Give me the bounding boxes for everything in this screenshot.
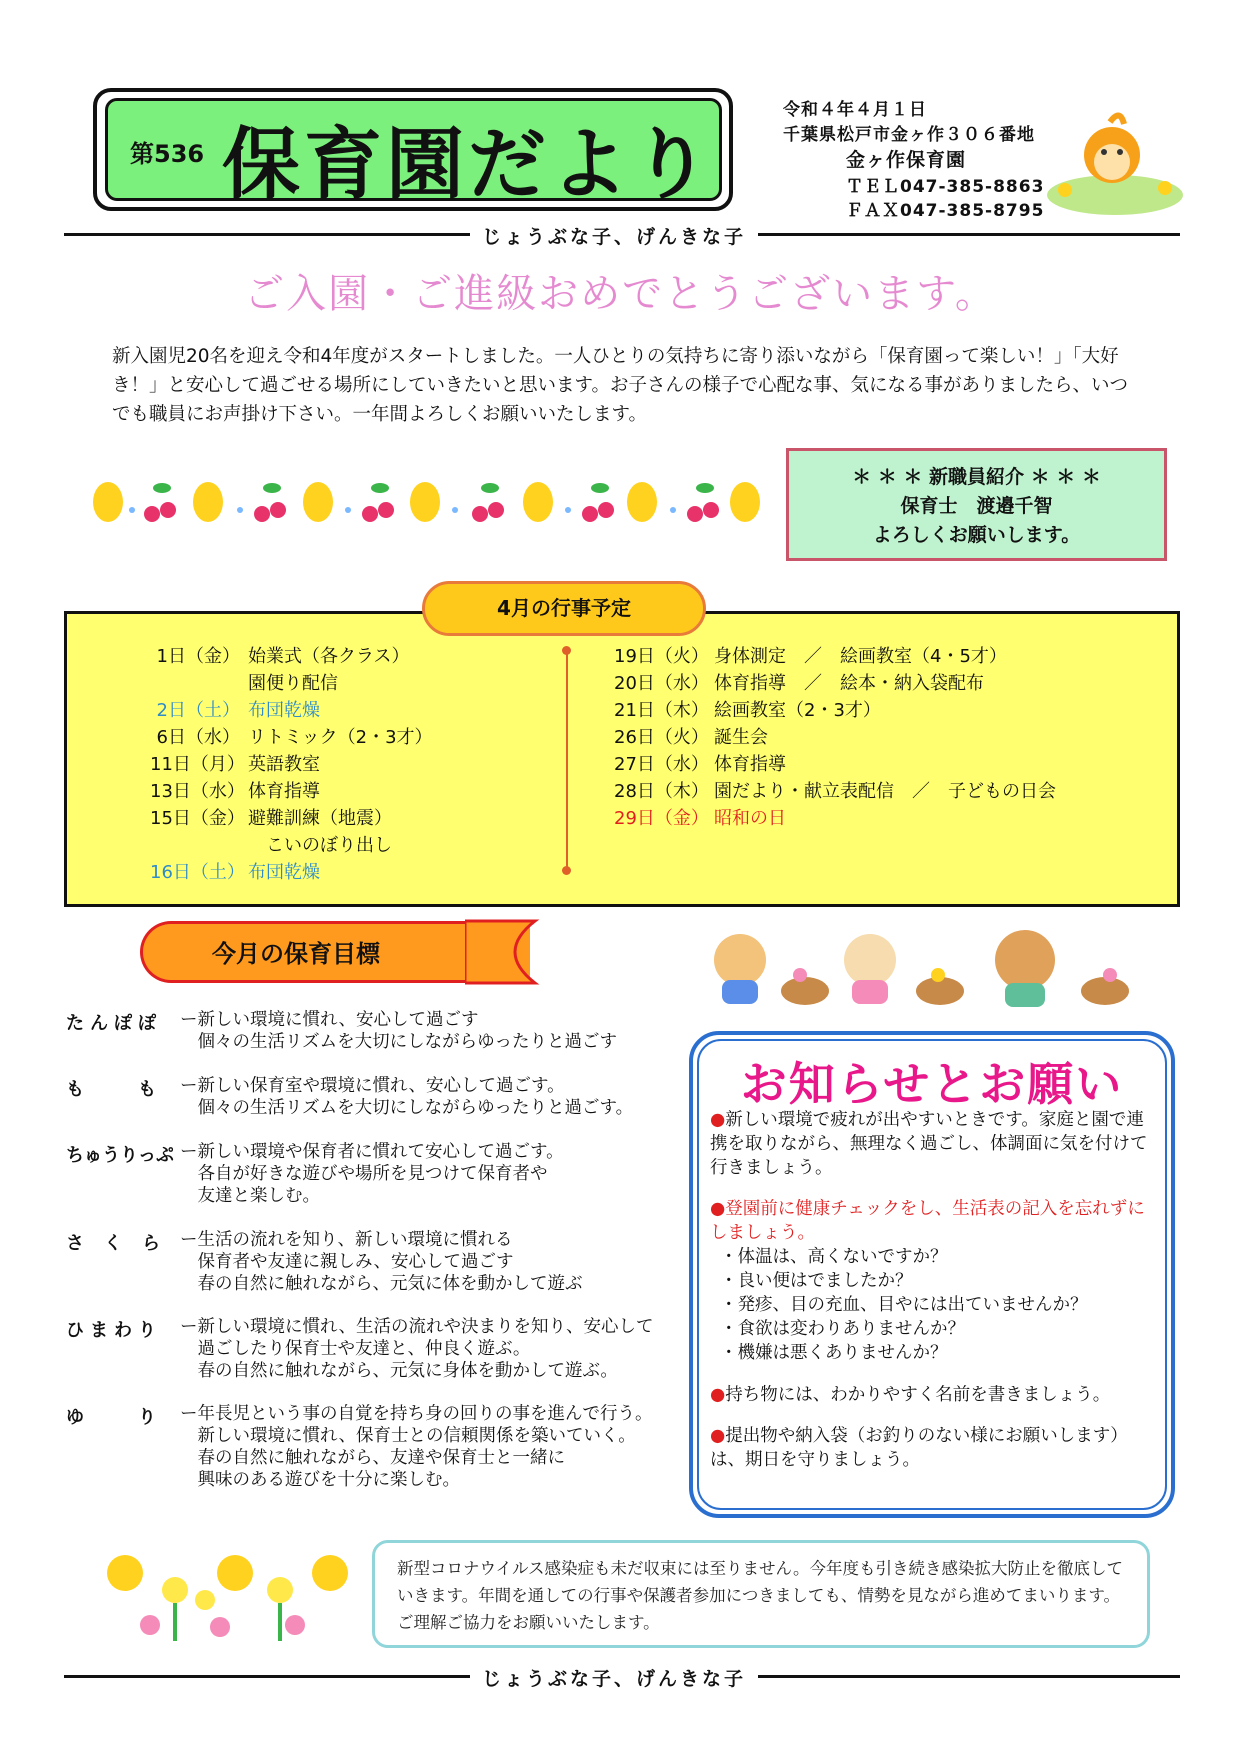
event-date: 6日（水） [156,727,240,748]
event-text: リトミック（2・3才） [248,727,433,748]
goals-title: 今月の保育目標 [212,940,380,968]
event-row [614,751,1174,778]
event-date: 20日（水） [614,673,709,694]
events-right-column [614,643,1174,832]
new-staff-box [786,448,1167,561]
covid-notice: 新型コロナウイルス感染症も未だ収束には至りません。今年度も引き続き感染拡大防止を徹底していきます。年間を通しての行事や保護者参加につきましても、情勢を見ながら進めてまいります。ご理解ご協力をお願いいたします。 [372,1540,1150,1648]
event-date: 2日（土） [156,700,240,721]
event-row [150,832,550,859]
goal-text: ー新しい環境に慣れ、安心して過ごす 個々の生活リズムを大切にしながらゆったりと過ごす [180,1010,617,1052]
check-item: ・良い便はでましたか？ [720,1271,913,1291]
goal-text: ー新しい環境に慣れ、生活の流れや決まりを知り、安心して 過ごしたり保育士や友達と、仲良く遊ぶ。 春の自然に触れながら、元気に身体を動かして遊ぶ。 [180,1317,654,1381]
events-divider [566,650,568,870]
events-left-column [150,643,550,886]
goal-class-name: ひまわり [66,1320,162,1341]
event-date: 21日（木） [614,700,709,721]
event-row [150,643,550,670]
goal-text: ー生活の流れを知り、新しい環境に慣れる 保育者や友達に親しみ、安心して過ごす 春の自然に触れながら、元気に体を動かして遊ぶ [180,1230,583,1294]
event-row [614,724,1174,751]
address: 千葉県松戸市金ヶ作３０６番地 [783,125,1035,145]
events-title: 4月の行事予定 [422,581,706,636]
event-date: 15日（金） [150,808,245,829]
event-date: 11日（月） [150,754,245,775]
event-text: 体育指導 ／ 絵本・納入袋配布 [714,673,984,694]
event-date: 29日（金） [614,808,709,829]
event-row [614,778,1174,805]
event-text: 身体測定 ／ 絵画教室（4・5才） [714,646,1007,667]
intro-paragraph: 新入園児20名を迎え令和4年度がスタートしました。一人ひとりの気持ちに寄り添いながら「保育園って楽しい！」「大好き！」と安心して過ごせる場所にしていきたいと思います。お子さんの様子で心配な事、気になる事がありましたら、いつでも職員にお声掛け下さい。一年間よろしくお願いいたします。 [112,346,1129,425]
health-check-list [710,1245,1160,1365]
bees-flowers-illustration [95,1545,355,1645]
notice-item: ●持ち物には、わかりやすく名前を書きましょう。 [710,1385,1111,1405]
event-text: 布団乾燥 [248,700,320,721]
notice-title: お知らせとお願い [740,1057,1124,1111]
event-date: 16日（土） [150,862,245,883]
mascot-illustration [1040,100,1190,220]
check-item: ・機嫌は悪くありませんか？ [720,1343,948,1363]
goal-class-name: たんぽぽ [66,1013,162,1034]
motto-top: じょうぶな子、げんきな子 [470,222,758,249]
notice-item: ●登園前に健康チェックをし、生活表の記入を忘れずにしましょう。 [710,1199,1145,1243]
chick-cherry-border [90,470,780,540]
check-item: ・食欲は変わりありませんか？ [720,1319,965,1339]
event-date: 19日（火） [614,646,709,667]
divider-dot [562,866,571,875]
event-row [150,778,550,805]
goal-class-name: さくら [66,1233,180,1254]
goal-text: ー年長児という事の自覚を持ち身の回りの事を進んで行う。 新しい環境に慣れ、保育士との信頼関係を築いていく。 春の自然に触れながら、友達や保育士と一緒に 興味のある遊びを十分に楽しむ。 [180,1404,653,1490]
event-row [150,805,550,832]
animals-illustration [700,925,1150,1015]
tel: ＴＥＬ047-385-8863 [846,177,1045,197]
event-text: 体育指導 [248,781,320,802]
check-item: ・発疹、目の充血、目やには出ていませんか？ [720,1295,1088,1315]
goal-class-name: ちゅうりっぷ [66,1145,174,1166]
event-row [614,805,1174,832]
event-row [150,859,550,886]
event-text: 昭和の日 [714,808,786,829]
event-text: 英語教室 [248,754,320,775]
notice-item: ●提出物や納入袋（お釣りのない様にお願いします）は、期日を守りましょう。 [710,1426,1128,1470]
event-row [614,643,1174,670]
notice-body [710,1108,1160,1489]
event-text: 避難訓練（地震） [248,808,392,829]
event-text: こいのぼり出し [248,835,392,856]
event-date: 27日（水） [614,754,709,775]
issue-date: 令和４年４月１日 [783,100,927,120]
divider-dot [562,646,571,655]
goals-badge-tail [465,918,545,986]
event-row [150,670,550,697]
event-text: 園便り配信 [248,673,338,694]
event-text: 誕生会 [714,727,768,748]
goal-class-name: も も [66,1079,162,1100]
staff-heading: ＊ ＊ ＊ 新職員紹介 ＊ ＊ ＊ [852,466,1101,488]
event-date: 26日（火） [614,727,709,748]
staff-greeting: よろしくお願いします。 [872,524,1081,546]
event-row [150,724,550,751]
event-row [150,697,550,724]
event-text: 体育指導 [714,754,786,775]
notice-item: ●新しい環境で疲れが出やすいときです。家庭と園で連携を取りながら、無理なく過ごし、体調面に気を付けて行きましょう。 [710,1110,1148,1178]
event-text: 始業式（各クラス） [248,646,410,667]
staff-name: 保育士 渡邉千智 [900,495,1053,517]
event-text: 布団乾燥 [248,862,320,883]
goal-class-name: ゆ り [66,1407,162,1428]
fax: ＦＡＸ047-385-8795 [846,201,1045,221]
event-row [614,697,1174,724]
event-text: 絵画教室（2・3才） [714,700,881,721]
event-row [614,670,1174,697]
org-name: 金ヶ作保育園 [846,149,967,171]
event-row [150,751,550,778]
event-date: 1日（金） [156,646,240,667]
motto-bottom: じょうぶな子、げんきな子 [470,1664,758,1691]
goal-text: ー新しい保育室や環境に慣れ、安心して過ごす。 個々の生活リズムを大切にしながらゆったりと過ごす。 [180,1076,634,1118]
event-text: 園だより・献立表配信 ／ 子どもの日会 [714,781,1056,802]
congrats-heading: ご入園・ご進級おめでとうございます。 [244,271,997,317]
check-item: ・体温は、高くないですか？ [720,1247,948,1267]
issue-number: 第536 [130,140,205,168]
newsletter-title: 保育園だより [222,119,715,210]
event-date: 28日（木） [614,781,709,802]
event-date: 13日（水） [150,781,245,802]
goal-text: ー新しい環境や保育者に慣れて安心して過ごす。 各自が好きな遊びや場所を見つけて保育者や 友達と楽しむ。 [180,1142,564,1206]
